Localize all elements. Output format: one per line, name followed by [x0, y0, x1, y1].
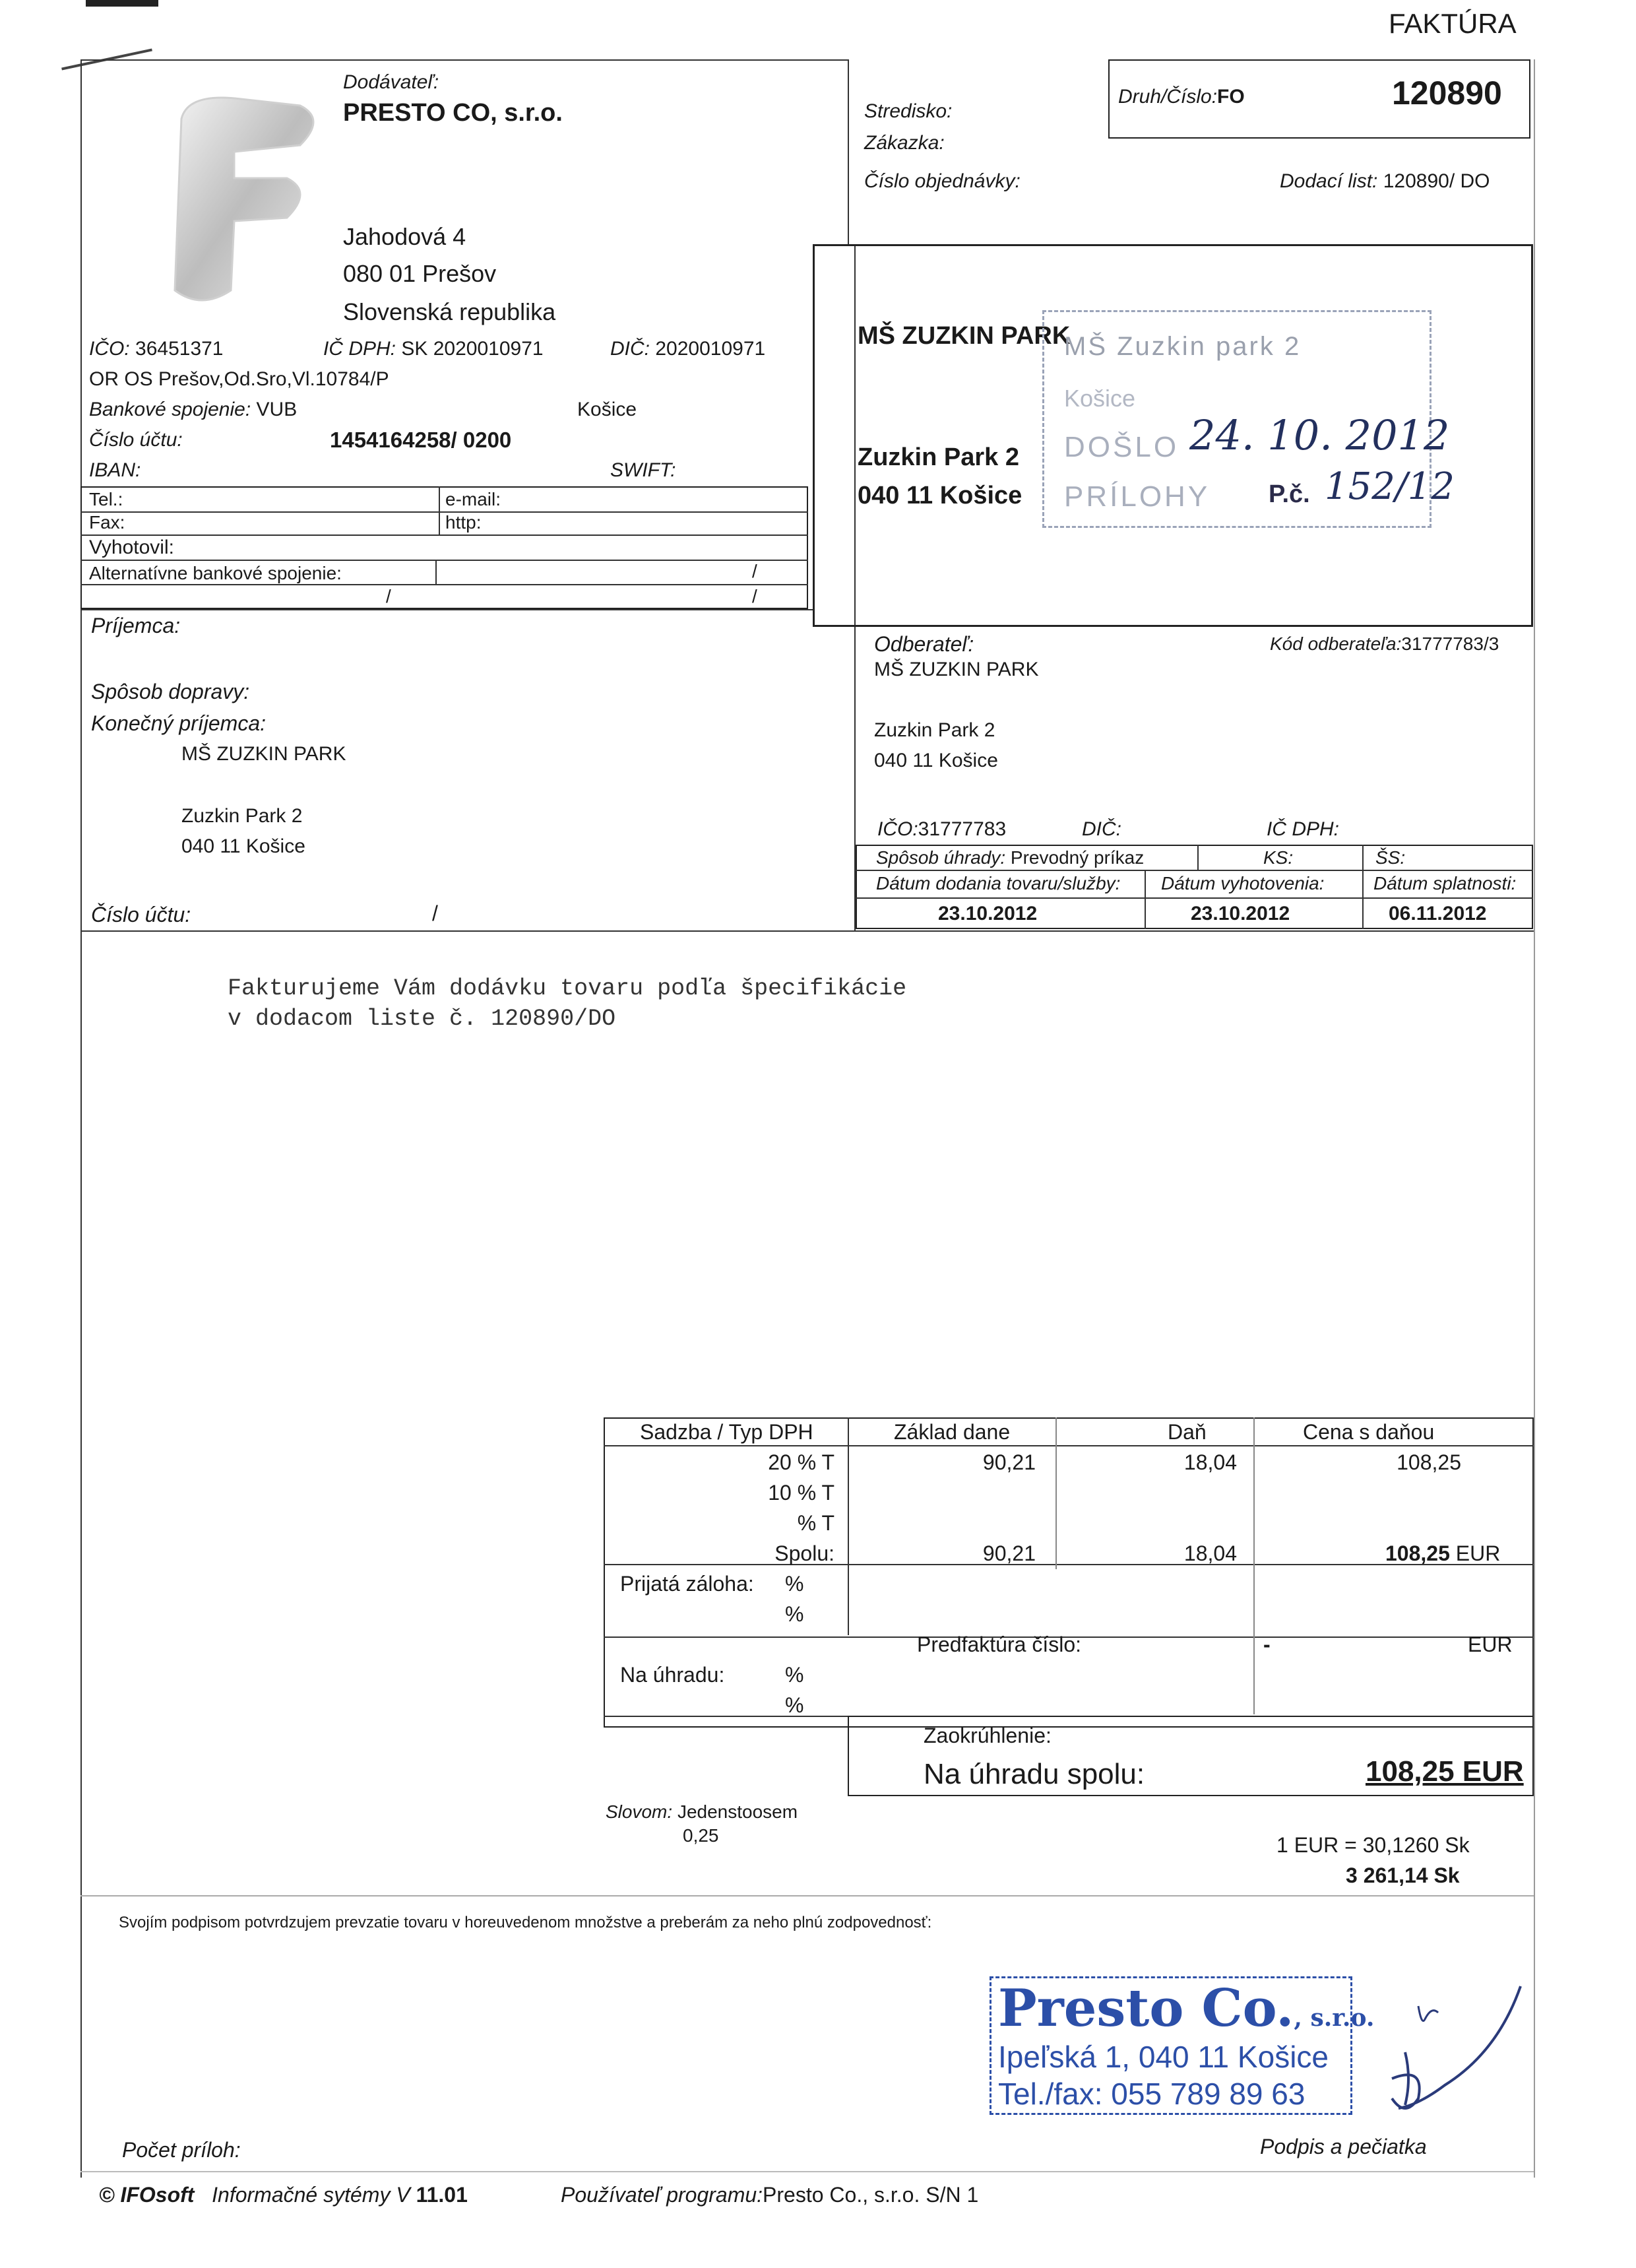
contact-row-line — [80, 535, 808, 536]
alt-bank-slash: / — [752, 586, 757, 606]
contact-col-line — [435, 560, 437, 584]
contact-row-line — [80, 560, 808, 561]
vat-spolu-base: 90,21 — [982, 1541, 1036, 1565]
order-number-label: Číslo objednávky: — [864, 170, 1021, 192]
vat-header-rate: Sadzba / Typ DPH — [640, 1420, 813, 1444]
company-logo-icon — [135, 79, 333, 317]
supplier-account-label: Číslo účtu: — [89, 429, 183, 451]
vat-total-20: 108,25 — [1397, 1450, 1461, 1474]
email-label: e-mail: — [445, 489, 501, 509]
predfaktura-currency: EUR — [1468, 1633, 1513, 1656]
frame-left — [80, 59, 82, 2178]
payment-row-line — [856, 870, 1533, 871]
supplier-street: Jahodová 4 — [343, 223, 466, 250]
footer-software: © IFOsoft Informačné sytémy V 11.01 — [99, 2183, 468, 2207]
zaloha-pct: % — [785, 1572, 804, 1596]
footer-user: Používateľ programu:Presto Co., s.r.o. S/N 1 — [561, 2183, 979, 2207]
account-label: Číslo účtu: — [91, 903, 191, 926]
account-slash: / — [432, 901, 438, 925]
vat-header-tax: Daň — [1168, 1420, 1207, 1444]
vat-base-20: 90,21 — [982, 1450, 1036, 1474]
signature-icon — [1366, 1980, 1537, 2125]
vat-rate-0: % T — [797, 1511, 834, 1535]
supplier-bank: Bankové spojenie: VUB — [89, 399, 298, 420]
section-line — [80, 930, 1534, 932]
vat-rate-20: 20 % T — [768, 1450, 834, 1474]
stamp-company-phone: Tel./fax: 055 789 89 63 — [998, 2077, 1306, 2111]
doprava-label: Spôsob dopravy: — [91, 680, 250, 703]
ks-label: KS: — [1263, 847, 1294, 868]
contact-row-line — [80, 584, 808, 585]
vat-header-base: Základ dane — [894, 1420, 1011, 1444]
konecny-prijemca-label: Konečný príjemca: — [91, 711, 267, 735]
zakazka-label: Zákazka: — [864, 132, 945, 154]
stredisko-label: Stredisko: — [864, 100, 953, 122]
konecny-prijemca-city: 040 11 Košice — [181, 835, 305, 857]
vat-row-line — [604, 1445, 1534, 1446]
frame-right — [1534, 59, 1535, 2178]
supplier-label: Dodávateľ: — [343, 71, 439, 93]
supplier-account: 1454164258/ 0200 — [330, 428, 512, 452]
vat-tax-20: 18,04 — [1183, 1450, 1237, 1474]
zaloha-pct-2: % — [785, 1602, 804, 1626]
supplier-dic: DIČ: 2020010971 — [610, 338, 766, 360]
header-divider — [848, 59, 849, 244]
na-uhradu-pct: % — [785, 1663, 804, 1687]
words-cents: 0,25 — [683, 1825, 719, 1846]
na-uhradu-label: Na úhradu: — [620, 1663, 725, 1687]
vat-spolu-total: 108,25 EUR — [1385, 1541, 1501, 1565]
document-title: FAKTÚRA — [1389, 8, 1517, 39]
supplier-bank-city: Košice — [577, 399, 637, 420]
body-line1: Fakturujeme Vám dodávku tovaru podľa špecifikácie — [228, 975, 907, 1002]
buyer-icdph-label: IČ DPH: — [1267, 818, 1340, 840]
contact-table — [80, 486, 808, 609]
section-line — [80, 1895, 1534, 1896]
recipient-street: Zuzkin Park 2 — [858, 443, 1019, 471]
supplier-country: Slovenská republika — [343, 298, 556, 325]
stamp-line2: Košice — [1064, 385, 1136, 412]
predfaktura-dash: - — [1263, 1633, 1271, 1656]
issue-date-label: Dátum vyhotovenia: — [1161, 873, 1325, 893]
frame-top-left — [80, 59, 849, 61]
declaration: Svojím podpisom potvrdzujem prevzatie tovaru v horeuvedenom množstve a preberám za neho plnú zodpovednosť: — [119, 1914, 932, 1931]
buyer-dic-label: DIČ: — [1082, 818, 1121, 840]
buyer-label: Odberateľ: — [874, 632, 974, 656]
ss-label: ŠS: — [1375, 847, 1406, 868]
alt-bank-label: Alternatívne bankové spojenie: — [89, 563, 342, 583]
attachments-label: Počet príloh: — [122, 2138, 241, 2162]
contact-col-line — [439, 486, 440, 535]
delivery-date-label: Dátum dodania tovaru/služby: — [876, 873, 1121, 893]
signature-label: Podpis a pečiatka — [1260, 2135, 1427, 2158]
recipient-name: MŠ ZUZKIN PARK — [858, 322, 1071, 350]
buyer-code: Kód odberateľa:31777783/3 — [1270, 633, 1499, 654]
vat-spolu-tax: 18,04 — [1183, 1541, 1237, 1565]
total-value: 108,25 EUR — [1366, 1755, 1524, 1788]
konecny-prijemca-street: Zuzkin Park 2 — [181, 805, 303, 827]
vat-spolu-label: Spolu: — [774, 1541, 834, 1565]
invoice-type: Druh/Číslo:FO — [1118, 86, 1245, 108]
company-stamp — [990, 1976, 1375, 2115]
alt-bank-slash: / — [752, 561, 757, 581]
issued-by-label: Vyhotovil: — [89, 536, 174, 558]
stamp-company-address: Ipeľská 1, 040 11 Košice — [998, 2040, 1329, 2074]
delivery-note: Dodací list: 120890/ DO — [1280, 170, 1490, 192]
scan-mark — [86, 0, 158, 7]
supplier-iban-label: IBAN: — [89, 459, 141, 481]
recipient-city: 040 11 Košice — [858, 482, 1022, 509]
stamp-company-name: Presto Co., s.r.o. — [998, 1978, 1375, 2038]
stamp-line3: DOŠLO — [1064, 431, 1180, 463]
issue-date: 23.10.2012 — [1191, 903, 1290, 924]
words: Slovom: Jedenstoosem — [606, 1801, 798, 1822]
predfaktura-label: Predfaktúra číslo: — [917, 1633, 1081, 1656]
alt-bank-slash: / — [386, 586, 391, 606]
payment-row-line — [856, 897, 1533, 899]
stamp-reg-number: 152/12 — [1325, 465, 1455, 508]
stamp-line4: PRÍLOHY — [1064, 480, 1211, 513]
zaloha-label: Prijatá záloha: — [620, 1572, 754, 1596]
buyer-street: Zuzkin Park 2 — [874, 719, 995, 741]
invoice-number: 120890 — [1392, 75, 1502, 112]
vat-header-total: Cena s daňou — [1303, 1420, 1435, 1444]
supplier-city: 080 01 Prešov — [343, 260, 497, 287]
supplier-swift-label: SWIFT: — [610, 459, 676, 481]
exchange-rate: 1 EUR = 30,1260 Sk — [1276, 1833, 1470, 1857]
buyer-name: MŠ ZUZKIN PARK — [874, 659, 1039, 680]
konecny-prijemca-name: MŠ ZUZKIN PARK — [181, 743, 346, 765]
supplier-name: PRESTO CO, s.r.o. — [343, 99, 563, 127]
na-uhradu-pct-2: % — [785, 1693, 804, 1717]
received-stamp — [1042, 310, 1455, 528]
payment-method: Spôsob úhrady: Prevodný príkaz — [876, 847, 1145, 868]
contact-row-line — [80, 511, 808, 513]
section-line — [80, 609, 813, 610]
http-label: http: — [445, 512, 482, 533]
supplier-register: OR OS Prešov,Od.Sro,Vl.10784/P — [89, 368, 389, 390]
buyer-ico: IČO:31777783 — [877, 818, 1007, 840]
zaokruhlenie-label: Zaokrúhlenie: — [924, 1724, 1052, 1747]
payment-col-line — [1197, 845, 1199, 870]
supplier-ico: IČO: 36451371 — [89, 338, 224, 360]
prijemca-label: Príjemca: — [91, 614, 181, 637]
due-date: 06.11.2012 — [1389, 903, 1487, 924]
vat-col-line — [1253, 1417, 1255, 1714]
stamp-line1: MŠ Zuzkin park 2 — [1064, 332, 1302, 361]
sk-total: 3 261,14 Sk — [1346, 1863, 1460, 1887]
due-date-label: Dátum splatnosti: — [1373, 873, 1517, 893]
vat-rate-10: 10 % T — [768, 1481, 834, 1505]
vat-col-line — [848, 1417, 849, 1635]
total-label: Na úhradu spolu: — [924, 1758, 1145, 1790]
supplier-icdph: IČ DPH: SK 2020010971 — [323, 338, 544, 360]
stamp-reg-label: P.č. — [1269, 480, 1310, 508]
payment-col-line — [1145, 870, 1146, 929]
delivery-date: 23.10.2012 — [938, 903, 1038, 924]
payment-col-line — [1362, 845, 1364, 929]
vat-col-line — [1055, 1417, 1057, 1569]
tel-label: Tel.: — [89, 489, 123, 509]
footer-line — [80, 2171, 1534, 2172]
stamp-date: 24. 10. 2012 — [1189, 411, 1450, 459]
body-line2: v dodacom liste č. 120890/DO — [228, 1006, 616, 1032]
buyer-city: 040 11 Košice — [874, 750, 998, 771]
fax-label: Fax: — [89, 512, 125, 533]
